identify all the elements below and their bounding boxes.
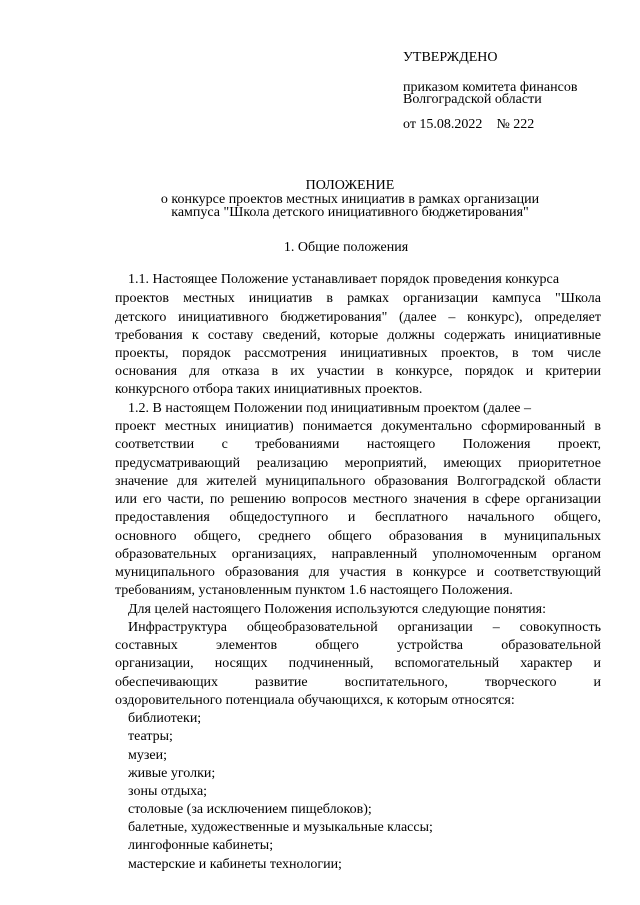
body-line: проекты, порядок рассмотрения инициативных проектов, в том числе — [115, 346, 601, 361]
document-subtitle-line-2: кампуса "Школа детского инициативного бюджетирования" — [171, 205, 529, 220]
body-line: требованиям, установленным пунктом 1.6 настоящего Положения. — [115, 583, 513, 598]
list-item: мастерские и кабинеты технологии; — [128, 857, 342, 872]
approval-line-2: Волгоградской области — [403, 92, 542, 107]
body-line: или его части, по решению вопросов местного значения в сфере организации — [115, 492, 601, 507]
body-line: требования к составу сведений, которые должны содержать инициативные — [115, 328, 601, 343]
body-line: составных элементов общего устройства образовательной — [115, 638, 601, 653]
list-item: библиотеки; — [128, 711, 202, 726]
approval-title: УТВЕРЖДЕНО — [403, 50, 498, 65]
approval-line-1: приказом комитета финансов — [403, 80, 578, 95]
document-title: ПОЛОЖЕНИЕ — [305, 178, 395, 193]
body-line: детского инициативного бюджетирования" (далее – конкурс), определяет — [115, 310, 601, 325]
list-item: столовые (за исключением пищеблоков); — [128, 802, 372, 817]
body-line: основания для отказа в их участии в конкурсе, порядок и критерии — [115, 364, 601, 379]
approval-date-line — [403, 117, 534, 133]
body-line: проектов местных инициатив в рамках организации кампуса "Школа — [115, 291, 601, 306]
body-line: муниципального образования для участия в конкурсе и соответствующий — [115, 565, 601, 580]
body-line: обеспечивающих развитие воспитательного, творческого и — [115, 675, 601, 690]
body-line: образовательных организациях, направленный уполномоченным органом — [115, 547, 601, 562]
list-item: лингофонные кабинеты; — [128, 838, 274, 853]
body-line: предоставления общедоступного и бесплатного начального общего, — [115, 510, 601, 525]
approval-number: № 222 — [496, 117, 535, 132]
body-line: 1.1. Настоящее Положение устанавливает порядок проведения конкурса — [128, 272, 560, 287]
body-line: предусматривающий реализацию мероприятий, имеющих приоритетное — [115, 456, 601, 471]
list-item: живые уголки; — [128, 766, 216, 781]
body-line: оздоровительного потенциала обучающихся, к которым относятся: — [115, 693, 515, 708]
document-subtitle-line-1: о конкурсе проектов местных инициатив в рамках организации — [160, 192, 540, 207]
list-item: балетные, художественные и музыкальные классы; — [128, 820, 433, 835]
body-line: соответствии с требованиями настоящего Положения проект, — [115, 437, 601, 452]
list-item: музеи; — [128, 748, 167, 763]
body-line: конкурсного отбора таких инициативных проектов. — [115, 382, 423, 397]
list-item: театры; — [128, 729, 173, 744]
body-line: организации, носящих подчиненный, вспомогательный характер и — [115, 656, 601, 671]
body-line: 1.2. В настоящем Положении под инициативным проектом (далее – — [128, 401, 532, 416]
section-heading: 1. Общие положения — [283, 240, 409, 255]
body-line: значение для жителей муниципального образования Волгоградской области — [115, 474, 601, 489]
body-line: Для целей настоящего Положения используются следующие понятия: — [128, 602, 546, 617]
body-line: Инфраструктура общеобразовательной организации – совокупность — [128, 620, 601, 635]
approval-date: от 15.08.2022 — [403, 117, 483, 132]
list-item: зоны отдыха; — [128, 784, 208, 799]
body-line: проект местных инициатив) понимается документально сформированный в — [115, 419, 601, 434]
body-line: основного общего, среднего общего образования в муниципальных — [115, 529, 601, 544]
